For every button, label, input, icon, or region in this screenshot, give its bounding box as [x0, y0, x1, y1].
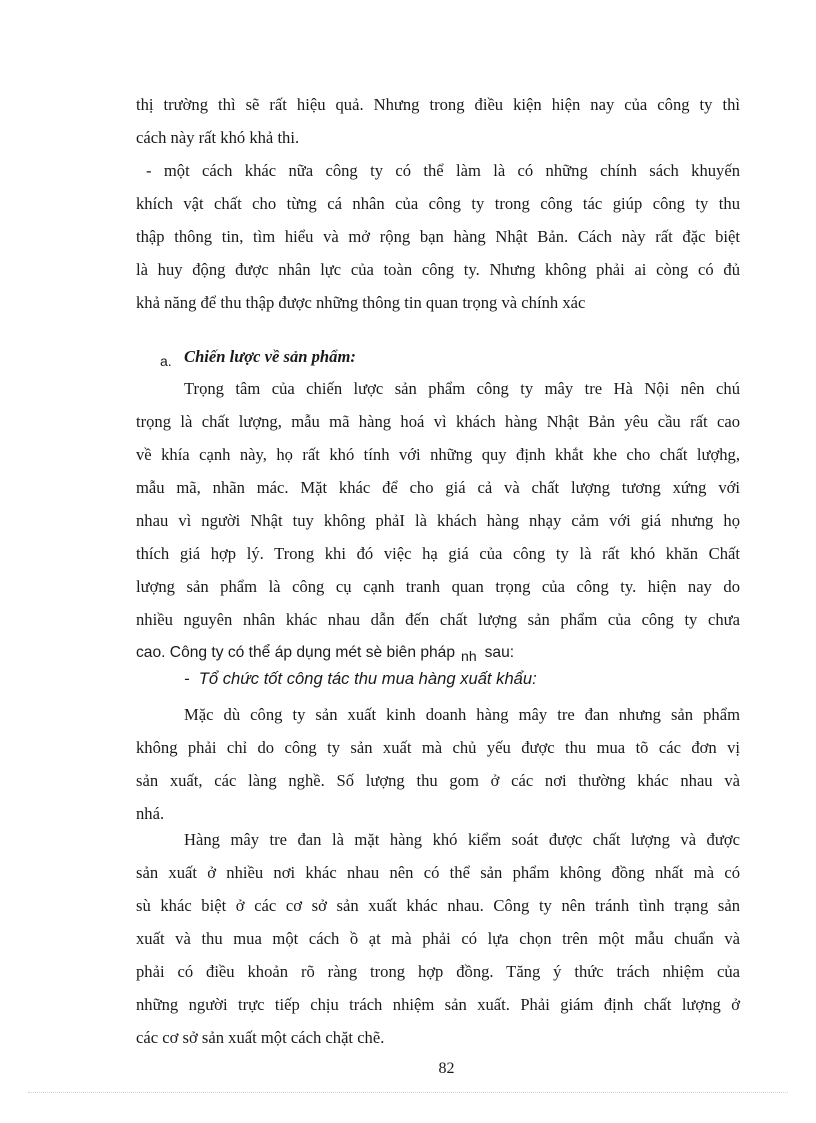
paragraph-line: mẫu mã, nhãn mác. Mặt khác để cho giá cả và chất lượng tương xứng với — [136, 478, 740, 497]
paragraph-line: là huy động được nhân lực của toàn công ty. Nhưng không phải ai còng có đủ — [136, 260, 740, 279]
paragraph-line: phải có điều khoản rõ ràng trong hợp đồng. Tăng ý thức trách nhiệm của — [136, 962, 740, 981]
paragraph-line: về khía cạnh này, họ rất khó tính với những quy định khắt khe cho chất lượhg, — [136, 445, 740, 464]
paragraph-line: sản xuất, các làng nghề. Số lượng thu gom ở các nơi thường khác nhau và — [136, 771, 740, 790]
paragraph-line: Trọng tâm của chiến lược sản phẩm công ty mây tre Hà Nội nên chú — [184, 379, 740, 398]
paragraph-line: khích vật chất cho từng cá nhân của công ty trong công tác giúp công ty thu — [136, 194, 740, 213]
paragraph-line: Hàng mây tre đan là mặt hàng khó kiểm soát được chất lượng và được — [184, 830, 740, 849]
paragraph-line: các cơ sở sản xuất một cách chặt chẽ. — [136, 1028, 385, 1047]
sub-heading-text: Tổ chức tốt công tác thu mua hàng xuất khẩu: — [198, 669, 537, 688]
section-heading: Chiến lược về sản phẩm: — [184, 347, 356, 366]
paragraph-line: không phải chỉ do công ty sản xuất mà chủ yếu được thu mua tõ các đơn vị — [136, 738, 740, 757]
footer-divider — [28, 1092, 788, 1093]
page-number: 82 — [438, 1060, 455, 1077]
paragraph-line: thập thông tin, tìm hiểu và mở rộng bạn hàng Nhật Bản. Cách này rất đặc biệt — [136, 227, 740, 246]
paragraph-line: xuất và thu mua một cách ồ ạt mà phải có lựa chọn trên một mẫu chuẩn và — [136, 929, 740, 948]
paragraph-line: nhau vì người Nhật tuy không phảI là khách hàng nhạy cảm với giá nhưng họ — [136, 511, 740, 530]
paragraph-line: nhá. — [136, 804, 165, 823]
paragraph-line: cách này rất khó khả thi. — [136, 128, 300, 147]
paragraph-line: sù khác biệt ở các cơ sở sản xuất khác nhau. Công ty nên tránh tình trạng sản — [136, 896, 740, 915]
paragraph-line: khả năng để thu thập được những thông tin quan trọng và chính xác — [136, 293, 586, 312]
paragraph-line — [136, 641, 740, 664]
paragraph-line: thị trường thì sẽ rất hiệu quả. Nhưng trong điều kiện hiện nay của công ty thì — [136, 95, 740, 114]
paragraph-line: lượng sản phẩm là công cụ cạnh tranh quan trọng của công ty. hiện nay do — [136, 577, 740, 596]
paragraph-line: những người trực tiếp chịu trách nhiệm sản xuất. Phải giám định chất lượng ở — [136, 995, 740, 1014]
paragraph-line: nhiều nguyên nhân khác nhau dẫn đến chất lượng sản phẩm của công ty chưa — [136, 610, 740, 629]
sub-heading — [184, 668, 537, 690]
section-heading-marker: a. — [160, 353, 172, 369]
text-fragment: cao. Công ty có thể áp dụng mét sè biên pháp — [136, 644, 456, 661]
sub-heading-dash: - — [184, 669, 190, 688]
paragraph-line: trọng là chất lượng, mẫu mã hàng hoá vì khách hàng Nhật Bản yêu cầu rất cao — [136, 412, 740, 431]
paragraph-line: - một cách khác nữa công ty có thể làm là có những chính sách khuyến — [146, 161, 740, 180]
subscript-fragment: nh — [461, 648, 477, 664]
paragraph-line: sản xuất ở nhiều nơi khác nhau nên có thể sản phẩm không đồng nhất mà có — [136, 863, 740, 882]
text-fragment: sau: — [484, 644, 515, 661]
paragraph-line: thích giá hợp lý. Trong khi đó việc hạ giá của công ty là rất khó khăn Chất — [136, 544, 740, 563]
paragraph-line: Mặc dù công ty sản xuất kinh doanh hàng mây tre đan nhưng sản phẩm — [184, 705, 740, 724]
